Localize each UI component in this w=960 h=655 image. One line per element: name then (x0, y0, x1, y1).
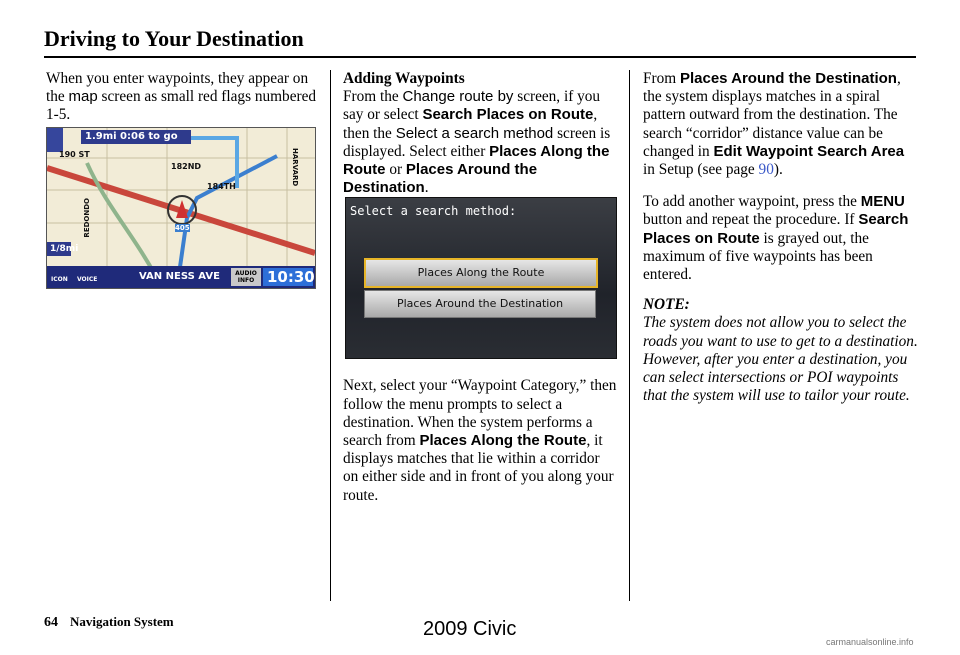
places-along-route-button: Places Along the Route (364, 258, 598, 288)
paragraph-3: From Places Around the Destination, the system displays matches in a spiral pattern outward from the destination. The search “corridor” distance value can be changed in Edit Waypoint Search Area in Setup (see page 90). (643, 70, 905, 179)
map-street-harvard: HARVARD (291, 148, 299, 187)
map-street-182: 182ND (171, 162, 202, 171)
map-street-name: VAN NESS AVE (139, 271, 220, 282)
map-icon-button: ICON (51, 276, 68, 283)
column-divider-1 (330, 70, 331, 601)
paragraph-4: To add another waypoint, press the MENU button and repeat the procedure. If Search Places on Route is grayed out, the maximum of five waypoints has been entered. (643, 193, 909, 284)
column-divider-2 (629, 70, 630, 601)
map-scale: 1/8mi (50, 244, 79, 254)
map-term: map (68, 88, 98, 106)
page-footer (44, 614, 174, 631)
map-street-redondo: REDONDO (83, 198, 91, 238)
places-around-destination-button: Places Around the Destination (364, 290, 596, 318)
title-rule (44, 56, 916, 58)
paragraph-1: From the Change route by screen, if you say or select Search Places on Route, then the Select a search method screen is displayed. Select either Places Along the Route or Places Around the Destination. (343, 88, 611, 197)
column-3 (643, 70, 918, 405)
footer-label: Navigation System (70, 614, 174, 629)
map-distance-time: 1.9mi 0:06 to go (85, 131, 178, 142)
intro-text-2: screen as small red flags numbered 1-5. (46, 88, 317, 124)
map-audio-info-button: AUDIO INFO (235, 270, 257, 284)
map-street-184: 184TH (207, 182, 236, 191)
search-method-screenshot (345, 197, 617, 359)
map-route-sign: 405 (175, 224, 190, 232)
map-street-190: 190 ST (59, 150, 90, 159)
screen-prompt: Select a search method: (350, 204, 517, 218)
section-heading: Adding Waypoints (343, 70, 465, 87)
paragraph-2: Next, select your “Waypoint Category,” then follow the menu prompts to select a destination. When the system performs a search from Places Along the Route, it displays matches that lie within a corridor on either side and in front of you along your route. (343, 377, 617, 504)
watermark: carmanualsonline.info (826, 637, 914, 647)
page-number: 64 (44, 615, 58, 630)
page-title: Driving to Your Destination (44, 26, 304, 51)
intro-text: When you enter waypoints, they appear on the (46, 70, 309, 106)
page-link[interactable]: 90 (758, 161, 774, 179)
note-heading: NOTE: (643, 296, 690, 314)
map-voice-button: VOICE (77, 276, 98, 283)
map-screenshot (46, 127, 316, 289)
model-label: 2009 Civic (423, 618, 517, 640)
map-clock: 10:30 (267, 268, 315, 286)
intro-paragraph (46, 70, 318, 125)
note-text: The system does not allow you to select the roads you want to use to get to a destination. However, after you enter a destination, you can select intersections or POI waypoints that the system will use to tailor your route. (643, 314, 918, 405)
column-1 (46, 70, 318, 125)
